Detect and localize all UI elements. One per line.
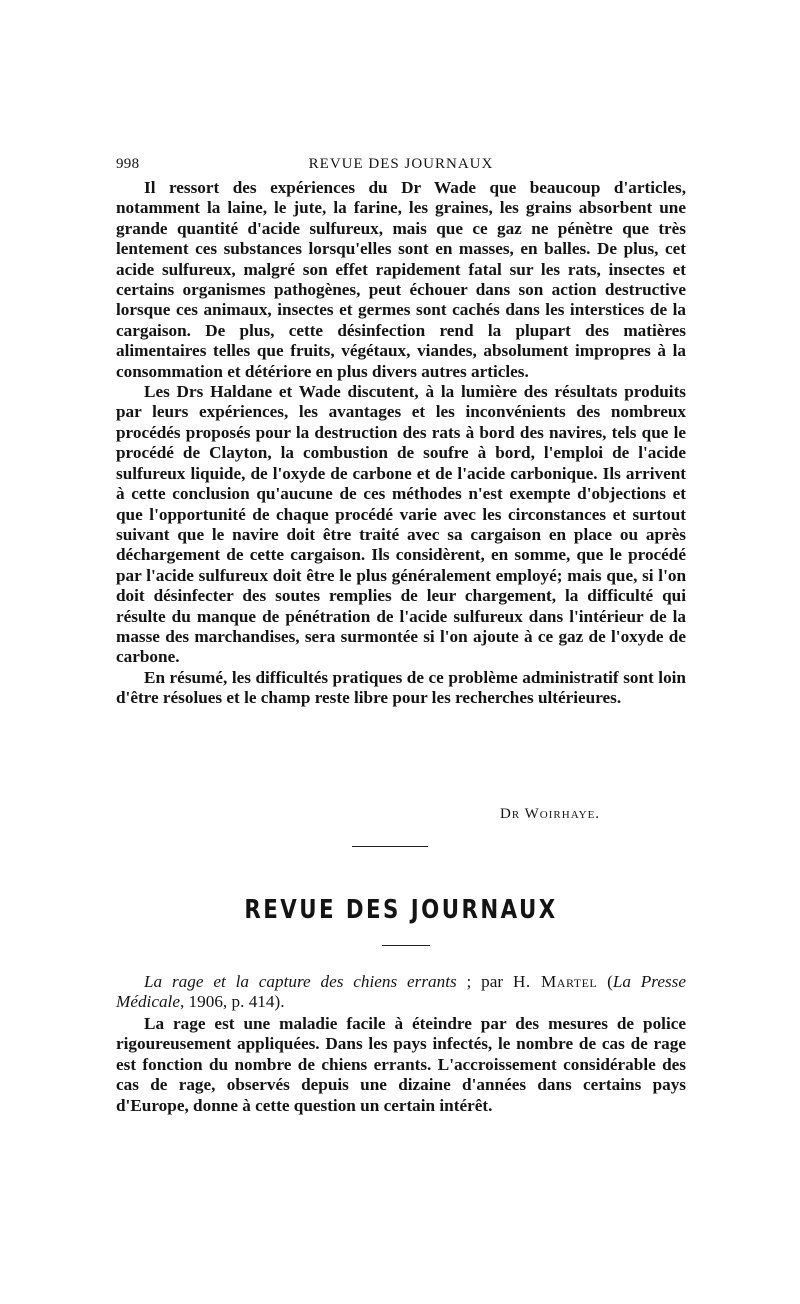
citation-title: La rage et la capture des chiens errants (144, 972, 457, 991)
citation-journal: La Presse Médicale (116, 972, 686, 1012)
heading-rule (382, 945, 430, 946)
section-heading: REVUE DES JOURNAUX (244, 895, 558, 925)
article-paragraph: Il ressort des expériences du Dr Wade que beaucoup d'articles, notamment la laine, le jute, la farine, les graines, les grains absorbent une grande quantité d'acide sulfureux, mais que ce gaz ne pénètre que très lentement ces substances lorsqu'elles sont en masses, en balles. De plus, cet acide sulfureux, malgré son effet rapidement fatal sur les rats, insectes et certains organismes pathogènes, peut échouer dans son action destructive lorsque ces animaux, insectes et germes sont cachés dans les interstices de la cargaison. De plus, cette désinfection rend la plupart des matières alimentaires telles que fruits, végétaux, viandes, absolument impropres à la consommation et détériore en plus divers autres articles. (116, 178, 686, 381)
running-head (116, 156, 686, 176)
citation-source-details: , 1906, p. 414). (179, 992, 285, 1012)
article-citation (116, 972, 686, 1013)
page-number: 998 (116, 156, 140, 172)
article-body-2 (116, 1014, 686, 1116)
article-paragraph: La rage est une maladie facile à éteindre par des mesures de police rigoureusement appliquées. Dans les pays infectés, le nombre de cas de rage est fonction du nombre de chiens errants. L'accroissement considérable des cas de rage, observés depuis une dizaine d'années dans certains pays d'Europe, donne à cette question un certain intérêt. (116, 1014, 686, 1115)
citation-separator: ; par (456, 972, 513, 991)
citation-author: H. Martel (512, 972, 598, 991)
article-paragraph: En résumé, les difficultés pratiques de ce problème administratif sont loin d'être résolues et le champ reste libre pour les recherches ultérieures. (116, 667, 686, 708)
citation-source-open: ( (597, 972, 613, 991)
article-paragraph: Les Drs Haldane et Wade discutent, à la lumière des résultats produits par leurs expériences, les avantages et les inconvénients des nombreux procédés proposés pour la destruction des rats à bord des navires, tels que le procédé de Clayton, la combustion de soufre à bord, l'emploi de l'acide sulfureux liquide, de l'oxyde de carbone et de l'acide carbonique. Ils arrivent à cette conclusion qu'aucune de ces méthodes n'est exempte d'objections et que l'opportunité de chaque procédé varie avec les circonstances et surtout suivant que le navire doit être traité avec sa cargaison en place ou après déchargement de cette cargaison. Ils considèrent, en somme, que le procédé par l'acide sulfureux doit être le plus généralement employé; mais que, si l'on doit désinfecter des soutes remplies de leur chargement, la difficulté qui résulte du manque de pénétration de l'acide sulfureux dans l'intérieur de la masse des marchandises, sera surmontée si l'on ajoute à ce gaz de l'oxyde de carbone. (116, 382, 686, 667)
running-title: REVUE DES JOURNAUX (308, 156, 494, 172)
article-body (116, 178, 686, 709)
section-divider (352, 846, 428, 847)
author-signature: Dr Woirhaye. (500, 806, 601, 822)
